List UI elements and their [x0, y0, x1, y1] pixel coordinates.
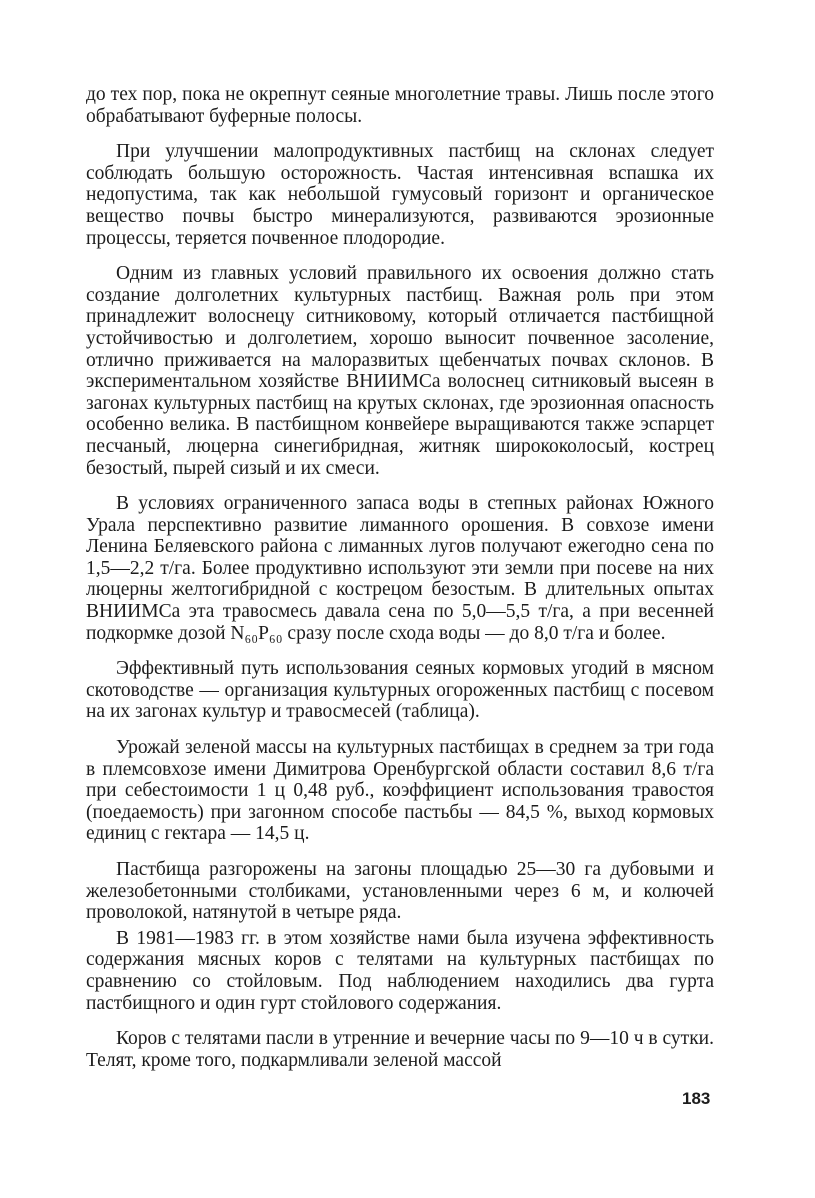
paragraph-study: В 1981—1983 гг. в этом хозяйстве нами была изучена эффективность содержания мясных коров с телятами на культурных пастбищах по сравнению со стойловым. Под наблюдением находились два гурта пастбищного и один гурт стойлового содержания.: [86, 927, 714, 1014]
paragraph-grazing-hours: Коров с телятами пасли в утренние и вечерние часы по 9—10 ч в сутки. Телят, кроме того, подкармливали зеленой массой: [86, 1028, 714, 1071]
paragraph-fenced-pastures: Эффективный путь использования сеяных кормовых угодий в мясном скотоводстве — организация культурных огороженных пастбищ с посевом на их загонах культур и травосмесей (таблица).: [86, 658, 714, 723]
page-text: [86, 84, 714, 1085]
paragraph-long-term-pastures: Одним из главных условий правильного их освоения должно стать создание долголетних культурных пастбищ. Важная роль при этом принадлежит волоснецу ситниковому, который отличается пастбищной устойчивостью и долголетием, хорошо выносит почвенное засоление, отлично приживается на малоразвитых щебенчатых почвах склонов. В экспериментальном хозяйстве ВНИИМСа волоснец ситниковый высеян в загонах культурных пастбищ на крутых склонах, где эрозионная опасность особенно велика. В пастбищном конвейере выращиваются также эспарцет песчаный, люцерна синегибридная, житняк ширококолосый, кострец безостый, пырей сизый и их смеси.: [86, 263, 714, 479]
paragraph-continuation: до тех пор, пока не окрепнут сеяные многолетние травы. Лишь после этого обрабатывают буферные полосы.: [86, 84, 714, 127]
paragraph-slopes: При улучшении малопродуктивных пастбищ на склонах следует соблюдать большую осторожность. Частая интенсивная вспашка их недопустима, так как небольшой гумусовый горизонт и органическое вещество почвы быстро минерализуются, развиваются эрозионные процессы, теряется почвенное плодородие.: [86, 141, 714, 249]
page-number: 183: [682, 1089, 711, 1108]
paragraph-yield: Урожай зеленой массы на культурных пастбищах в среднем за три года в племсовхозе имени Димитрова Оренбургской области составил 8,6 т/га при себестоимости 1 ц 0,48 руб., коэффициент использования травостоя (поедаемость) при загонном способе пастьбы — 84,5 %, выход кормовых единиц с гектара — 14,5 ц.: [86, 737, 714, 845]
paragraph-estuary-irrigation: В условиях ограниченного запаса воды в степных районах Южного Урала перспективно развитие лиманного орошения. В совхозе имени Ленина Беляевского района с лиманных лугов получают ежегодно сена по 1,5—2,2 т/га. Более продуктивно используют эти земли при посеве на них люцерны желтогибридной с кострецом безостым. В длительных опытах ВНИИМСа эта травосмесь давала сена по 5,0—5,5 т/га, а при весенней подкормке дозой N₆₀P₆₀ сразу после схода воды — до 8,0 т/га и более.: [86, 493, 714, 644]
paragraph-paddocks: Пастбища разгорожены на загоны площадью 25—30 га дубовыми и железобетонными столбиками, установленными через 6 м, и колючей проволокой, натянутой в четыре ряда.: [86, 859, 714, 924]
